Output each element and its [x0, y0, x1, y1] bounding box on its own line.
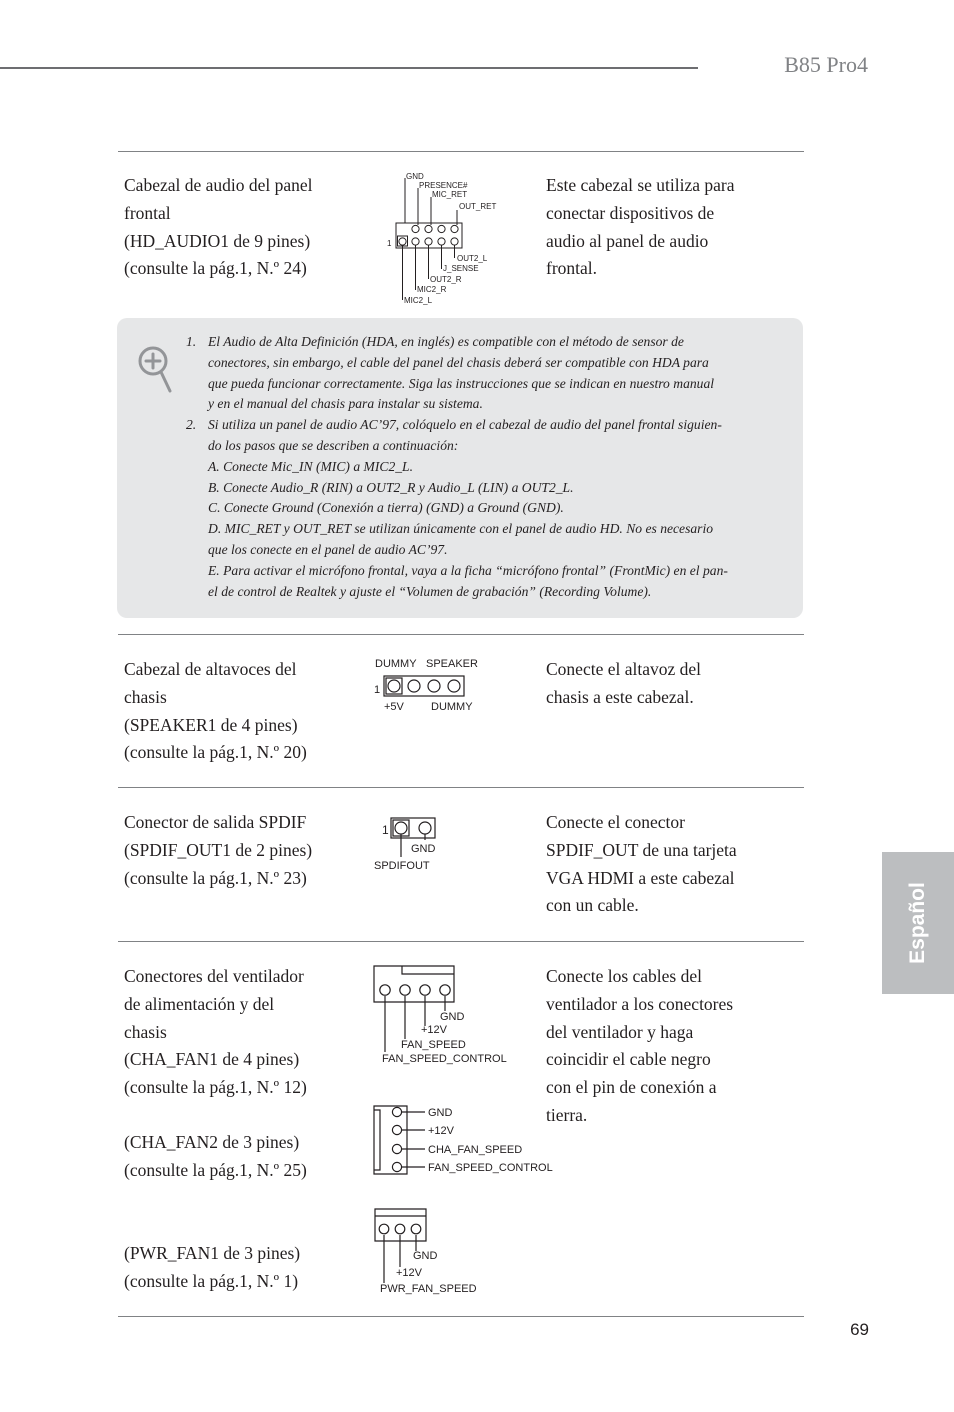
- pin-label: SPDIFOUT: [374, 860, 430, 872]
- header-key: [402, 966, 454, 974]
- header-rule: [0, 67, 698, 69]
- language-tab-label: Español: [906, 882, 929, 964]
- page-number: 69: [850, 1320, 869, 1339]
- pin: [451, 225, 458, 232]
- text-line: Conector de salida SPDIF: [124, 812, 307, 832]
- fan-description: [124, 963, 354, 1102]
- pin-label: FAN_SPEED: [401, 1039, 466, 1051]
- text-line: (consulte la pág.1, N.º 12): [124, 1077, 307, 1098]
- text-line: chasis: [124, 1021, 167, 1042]
- text-line: (CHA_FAN1 de 4 pines): [124, 1049, 300, 1070]
- pin-label: PRESENCE#: [419, 181, 468, 190]
- pin: [388, 680, 400, 692]
- text-line: de alimentación y del: [124, 993, 275, 1014]
- pin: [438, 225, 445, 232]
- pin-label: +12V: [396, 1267, 422, 1279]
- note-line: El Audio de Alta Definición (HDA, en inglés) es compatible con el método de sensor de: [208, 334, 684, 349]
- section-divider: [118, 1316, 804, 1317]
- note-number: 2.: [186, 417, 197, 433]
- pin-label: MIC2_R: [417, 285, 447, 294]
- note-line: D. MIC_RET y OUT_RET se utilizan únicamente con el panel de audio HD. No es necesario: [208, 521, 714, 537]
- pin: [428, 680, 440, 692]
- header-outline: [374, 966, 454, 1002]
- pin: [379, 1224, 389, 1234]
- pin: [399, 238, 406, 245]
- text-line: (consulte la pág.1, N.º 20): [124, 742, 307, 763]
- text-line: Cabezal de altavoces del: [124, 659, 297, 679]
- note-line: que los conecte en el panel de audio AC’97.: [208, 541, 448, 557]
- text-line: frontal.: [546, 258, 598, 279]
- section-divider: [118, 787, 804, 788]
- text-line: ventilador a los conectores: [546, 993, 734, 1014]
- pin: [425, 238, 432, 245]
- text-line: (HD_AUDIO1 de 9 pines): [124, 230, 311, 251]
- note-line: el de control de Realtek y ajuste el “Volumen de grabación” (Recording Volume).: [208, 583, 652, 599]
- pin1-label: 1: [382, 823, 389, 837]
- text-line: (consulte la pág.1, N.º 24): [124, 258, 307, 279]
- speaker-pin-diagram: [370, 654, 495, 716]
- pin-label: PWR_FAN_SPEED: [380, 1283, 477, 1295]
- pin: [392, 1144, 401, 1153]
- fan-instructions: [546, 963, 786, 1130]
- text-line: (consulte la pág.1, N.º 25): [124, 1159, 307, 1180]
- pin-label: OUT_RET: [459, 202, 497, 211]
- note-line: E. Para activar el micrófono frontal, vaya a la ficha “micrófono frontal” (FrontMic) en el pan-: [208, 562, 728, 578]
- pin-label: GND: [428, 1107, 453, 1119]
- note-line: B. Conecte Audio_R (RIN) a OUT2_R y Audio_L (LIN) a OUT2_L.: [208, 479, 574, 495]
- pin: [412, 238, 419, 245]
- pin: [408, 680, 420, 692]
- pwr-fan-pin-diagram: [370, 1205, 500, 1300]
- text-line: tierra.: [546, 1104, 588, 1125]
- text-line: (CHA_FAN2 de 3 pines): [124, 1132, 300, 1152]
- text-line: Conecte el conector: [546, 812, 685, 832]
- note-line: Si utiliza un panel de audio AC’97, colóquelo en el cabezal de audio del panel frontal siguien-: [208, 417, 722, 433]
- pin: [451, 238, 458, 245]
- pin-label: +5V: [384, 701, 404, 713]
- pin: [392, 1107, 401, 1116]
- speaker-instructions: [546, 656, 786, 712]
- spdif-instructions: [546, 809, 786, 920]
- pin-label: FAN_SPEED_CONTROL: [382, 1053, 507, 1065]
- pin: [440, 985, 450, 995]
- cha-fan1-pin-diagram: [370, 962, 530, 1067]
- note-line: conectores, sin embargo, el cable del panel del chasis deberá ser compatible con HDA para: [208, 354, 709, 370]
- text-line: VGA HDMI a este cabezal: [546, 867, 735, 888]
- model-name: B85 Pro4: [784, 52, 868, 77]
- pin: [395, 1224, 405, 1234]
- text-line: con el pin de conexión a: [546, 1077, 717, 1098]
- text-line: (consulte la pág.1, N.º 1): [124, 1270, 299, 1291]
- text-line: Cabezal de audio del panel: [124, 175, 313, 195]
- magnifier-plus-icon: [136, 344, 178, 396]
- header-outline: [384, 676, 464, 696]
- text-line: (SPDIF_OUT1 de 2 pines): [124, 839, 313, 860]
- pin-label: +12V: [421, 1024, 447, 1036]
- speaker-description: [124, 656, 344, 767]
- section-divider: [118, 941, 804, 942]
- pin: [411, 1224, 421, 1234]
- pin1-label: 1: [374, 684, 381, 696]
- cha-fan2-pin-diagram: [370, 1100, 570, 1180]
- pin-label: OUT2_L: [457, 254, 488, 263]
- note-number: 1.: [186, 334, 197, 349]
- spdif-description: [124, 809, 344, 892]
- text-line: coincidir el cable negro: [546, 1049, 711, 1070]
- pin-label: SPEAKER: [426, 658, 478, 670]
- note-line: do los pasos que se describen a continuación:: [208, 437, 459, 453]
- header-outline: [374, 1106, 407, 1174]
- hd-audio-pin-diagram: [385, 166, 515, 308]
- pin1-label: 1: [387, 239, 392, 248]
- hd-audio-instructions: [546, 172, 786, 283]
- cha-fan2-description: [124, 1129, 354, 1185]
- note-line: C. Conecte Ground (Conexión a tierra) (GND) a Ground (GND).: [208, 500, 564, 516]
- pin: [448, 680, 460, 692]
- text-line: SPDIF_OUT de una tarjeta: [546, 839, 737, 860]
- text-line: (SPEAKER1 de 4 pines): [124, 714, 298, 735]
- pin-label: DUMMY: [431, 701, 473, 713]
- text-line: con un cable.: [546, 895, 639, 916]
- text-line: del ventilador y haga: [546, 1021, 694, 1042]
- pin-label: +12V: [428, 1125, 454, 1137]
- spdif-pin-diagram: [370, 812, 460, 878]
- pwr-fan-description: [124, 1240, 354, 1296]
- pin: [412, 225, 419, 232]
- pin-label: FAN_SPEED_CONTROL: [428, 1162, 553, 1174]
- note-list: [186, 332, 752, 602]
- pin-label: GND: [413, 1250, 438, 1262]
- pin: [380, 985, 390, 995]
- hd-audio-description: [124, 172, 344, 283]
- pin-label: OUT2_R: [430, 275, 462, 284]
- pin: [419, 822, 431, 834]
- pin-label: J_SENSE: [443, 264, 479, 273]
- note-line: A. Conecte Mic_IN (MIC) a MIC2_L.: [208, 458, 413, 474]
- section-divider: [118, 634, 804, 635]
- pin: [392, 1125, 401, 1134]
- pin-label: GND: [440, 1011, 465, 1023]
- pin-label: MIC2_L: [404, 296, 433, 305]
- pin-label: GND: [411, 843, 436, 855]
- note-item: [186, 332, 752, 415]
- text-line: frontal: [124, 202, 171, 223]
- text-line: Conecte los cables del: [546, 966, 702, 986]
- text-line: audio al panel de audio: [546, 230, 709, 251]
- pin: [425, 225, 432, 232]
- pin: [392, 1162, 401, 1171]
- section-divider: [118, 151, 804, 152]
- note-item: [186, 415, 752, 602]
- pin-label: CHA_FAN_SPEED: [428, 1144, 523, 1156]
- text-line: chasis a este cabezal.: [546, 686, 694, 707]
- text-line: (PWR_FAN1 de 3 pines): [124, 1243, 301, 1263]
- note-line: y en el manual del chasis para instalar su sistema.: [208, 396, 483, 412]
- text-line: (consulte la pág.1, N.º 23): [124, 867, 307, 888]
- header-key: [374, 1110, 380, 1170]
- pin: [420, 985, 430, 995]
- text-line: conectar dispositivos de: [546, 202, 715, 223]
- pin: [400, 985, 410, 995]
- header-outline: [391, 818, 435, 838]
- language-tab: [882, 852, 954, 994]
- text-line: Conectores del ventilador: [124, 966, 304, 986]
- pin: [438, 238, 445, 245]
- text-line: chasis: [124, 686, 167, 707]
- text-line: Este cabezal se utiliza para: [546, 175, 735, 195]
- pin-label: DUMMY: [375, 658, 417, 670]
- note-line: que pueda funcionar correctamente. Siga las instrucciones que se indican en nuestro manual: [208, 375, 715, 391]
- pin-label: MIC_RET: [432, 190, 468, 199]
- text-line: Conecte el altavoz del: [546, 659, 701, 679]
- pin: [395, 822, 407, 834]
- pin-label: GND: [406, 172, 424, 181]
